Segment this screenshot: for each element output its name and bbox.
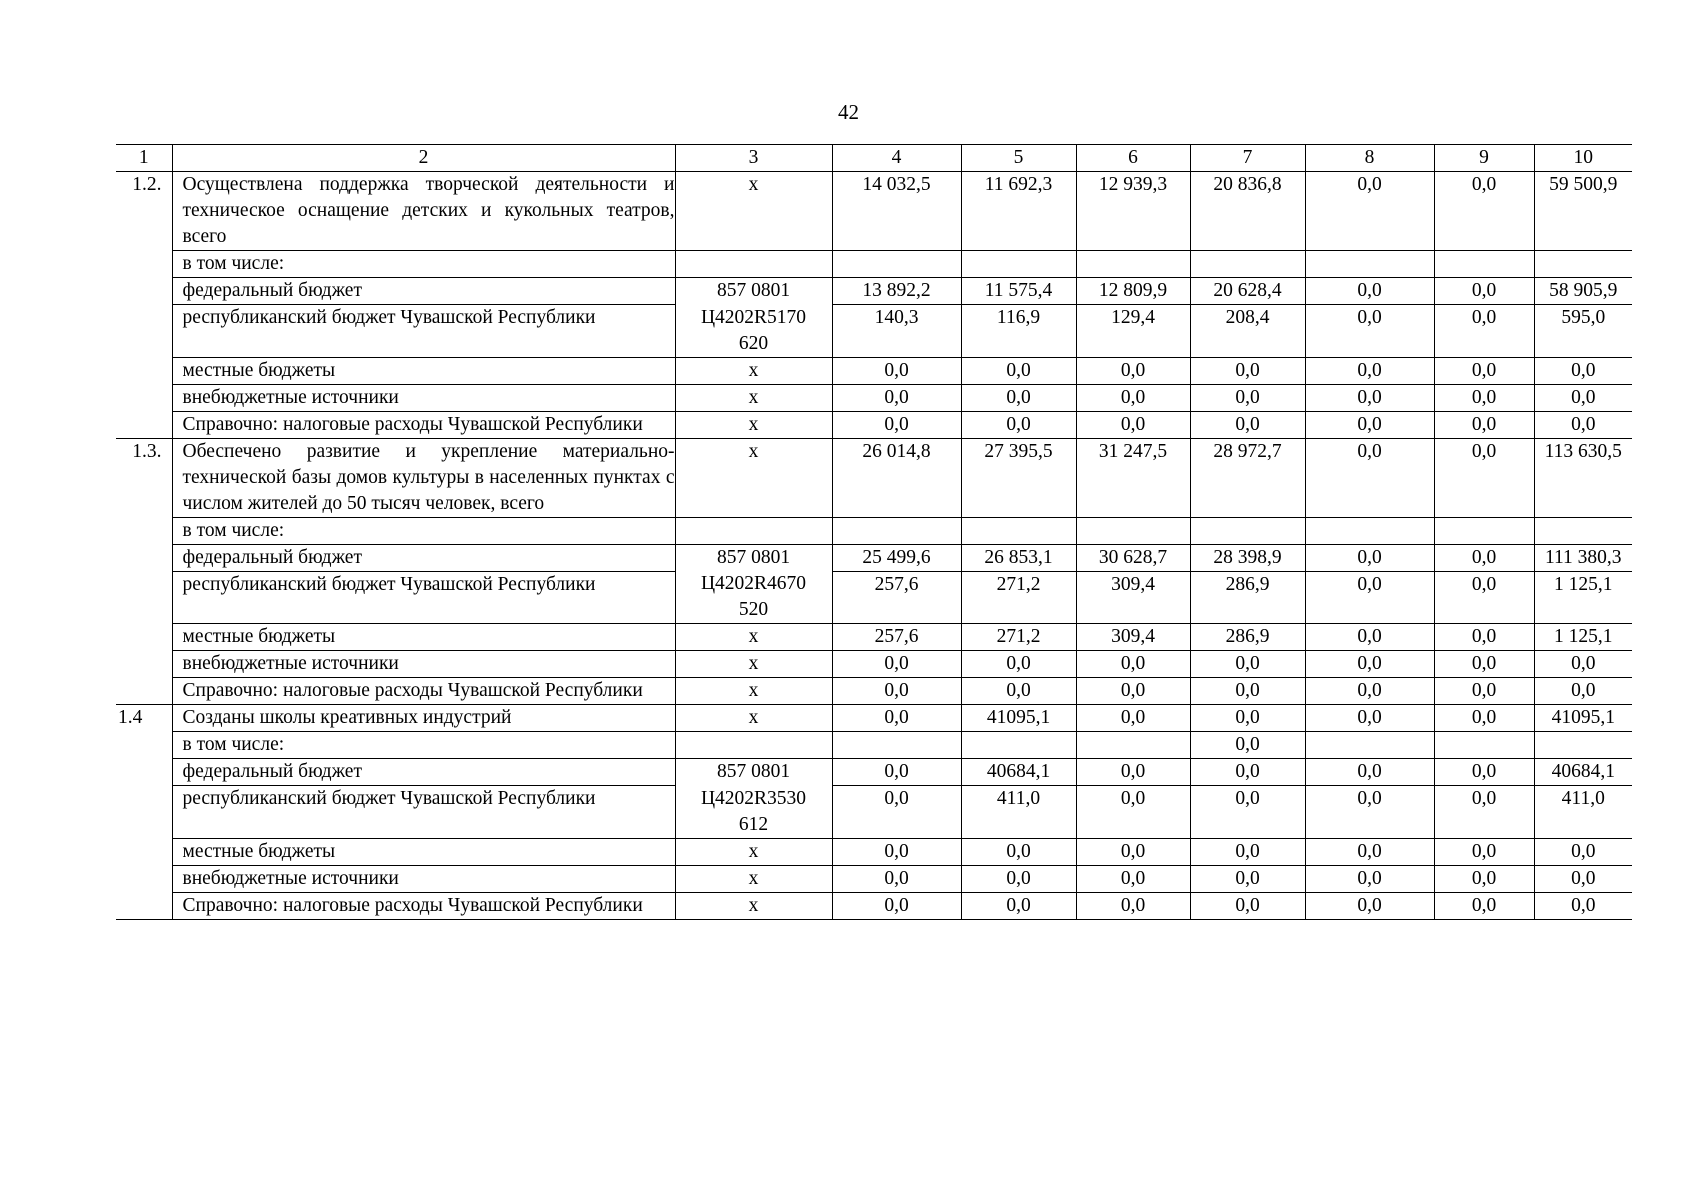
value-cell: 0,0 <box>1305 651 1434 678</box>
description-cell: внебюджетные источники <box>172 865 675 892</box>
budget-code-line: 620 <box>738 332 769 354</box>
item-number-cell <box>116 411 172 438</box>
value-cell: 0,0 <box>1076 357 1190 384</box>
value-cell: 0,0 <box>1305 544 1434 571</box>
budget-table <box>116 144 1632 920</box>
description-cell: федеральный бюджет <box>172 544 675 571</box>
header-cell: 5 <box>961 145 1076 172</box>
value-cell <box>1534 251 1632 278</box>
value-cell <box>1190 251 1305 278</box>
value-cell: 0,0 <box>1434 357 1534 384</box>
value-cell: 0,0 <box>1076 838 1190 865</box>
value-cell: 0,0 <box>1305 678 1434 705</box>
value-cell <box>1434 251 1534 278</box>
value-cell: 12 809,9 <box>1076 278 1190 305</box>
item-number-cell <box>116 517 172 544</box>
value-cell: 0,0 <box>1434 705 1534 732</box>
budget-code-cell: 857 0801 <box>675 759 832 786</box>
value-cell: 0,0 <box>1305 571 1434 624</box>
description-cell: республиканский бюджет Чувашской Республики <box>172 786 675 839</box>
including-row <box>116 251 1632 278</box>
value-cell: 0,0 <box>1305 759 1434 786</box>
value-cell: 0,0 <box>1434 759 1534 786</box>
value-cell <box>1305 251 1434 278</box>
value-cell: 1 125,1 <box>1534 624 1632 651</box>
value-cell: 0,0 <box>1434 678 1534 705</box>
value-cell: 0,0 <box>1190 759 1305 786</box>
value-cell: 26 853,1 <box>961 544 1076 571</box>
budget-code-cell: x <box>675 678 832 705</box>
value-cell: 0,0 <box>961 892 1076 919</box>
value-cell: 40684,1 <box>961 759 1076 786</box>
value-cell: 0,0 <box>1434 305 1534 358</box>
value-cell <box>832 251 961 278</box>
item-number-cell <box>116 678 172 705</box>
description-cell: республиканский бюджет Чувашской Республики <box>172 305 675 358</box>
value-cell: 0,0 <box>832 786 961 839</box>
value-cell: 271,2 <box>961 571 1076 624</box>
value-cell: 59 500,9 <box>1534 172 1632 251</box>
item-number-cell: 1.3. <box>116 438 172 517</box>
value-cell: 0,0 <box>832 705 961 732</box>
description-cell: федеральный бюджет <box>172 759 675 786</box>
value-cell: 0,0 <box>1534 651 1632 678</box>
value-cell: 0,0 <box>1190 678 1305 705</box>
value-cell: 0,0 <box>1534 838 1632 865</box>
value-cell: 0,0 <box>1305 865 1434 892</box>
budget-code-cell <box>675 732 832 759</box>
value-cell: 0,0 <box>1305 786 1434 839</box>
item-number-cell <box>116 651 172 678</box>
value-cell <box>1076 732 1190 759</box>
federal-budget-row <box>116 544 1632 571</box>
value-cell: 0,0 <box>961 651 1076 678</box>
value-cell: 113 630,5 <box>1534 438 1632 517</box>
budget-code-cell <box>675 251 832 278</box>
value-cell: 116,9 <box>961 305 1076 358</box>
value-cell: 0,0 <box>1434 278 1534 305</box>
value-cell: 0,0 <box>1076 384 1190 411</box>
header-cell: 6 <box>1076 145 1190 172</box>
value-cell: 0,0 <box>1190 357 1305 384</box>
value-cell: 0,0 <box>1190 786 1305 839</box>
value-cell: 129,4 <box>1076 305 1190 358</box>
value-cell: 0,0 <box>1434 624 1534 651</box>
header-cell: 9 <box>1434 145 1534 172</box>
value-cell <box>832 517 961 544</box>
item-number-cell: 1.4 <box>116 705 172 732</box>
value-cell: 411,0 <box>961 786 1076 839</box>
value-cell: 0,0 <box>1076 892 1190 919</box>
table-header-row <box>116 145 1632 172</box>
value-cell: 28 398,9 <box>1190 544 1305 571</box>
value-cell: 41095,1 <box>1534 705 1632 732</box>
extra-budget-row <box>116 865 1632 892</box>
budget-code-line: 520 <box>738 599 769 620</box>
value-cell: 257,6 <box>832 571 961 624</box>
value-cell: 0,0 <box>1076 678 1190 705</box>
value-cell: 0,0 <box>1434 892 1534 919</box>
value-cell: 286,9 <box>1190 571 1305 624</box>
value-cell: 0,0 <box>832 759 961 786</box>
value-cell: 0,0 <box>1190 411 1305 438</box>
value-cell: 0,0 <box>1190 865 1305 892</box>
header-cell: 4 <box>832 145 961 172</box>
description-cell: республиканский бюджет Чувашской Республики <box>172 571 675 624</box>
value-cell: 0,0 <box>1076 865 1190 892</box>
value-cell: 0,0 <box>1534 865 1632 892</box>
value-cell <box>1305 517 1434 544</box>
value-cell: 31 247,5 <box>1076 438 1190 517</box>
value-cell: 13 892,2 <box>832 278 961 305</box>
value-cell: 309,4 <box>1076 571 1190 624</box>
value-cell <box>961 517 1076 544</box>
value-cell: 0,0 <box>961 838 1076 865</box>
budget-code-cell: 857 0801 <box>675 544 832 571</box>
value-cell: 58 905,9 <box>1534 278 1632 305</box>
description-cell: Обеспечено развитие и укрепление материально-технической базы домов культуры в населенных пунктах с числом жителей до 50 тысяч человек, всего <box>172 438 675 517</box>
description-cell: в том числе: <box>172 732 675 759</box>
including-row <box>116 517 1632 544</box>
description-cell: Созданы школы креативных индустрий <box>172 705 675 732</box>
value-cell: 595,0 <box>1534 305 1632 358</box>
value-cell: 0,0 <box>1190 892 1305 919</box>
item-number-cell <box>116 544 172 571</box>
block-title-row <box>116 705 1632 732</box>
value-cell: 0,0 <box>961 865 1076 892</box>
value-cell: 26 014,8 <box>832 438 961 517</box>
value-cell: 0,0 <box>1534 411 1632 438</box>
value-cell: 40684,1 <box>1534 759 1632 786</box>
value-cell: 0,0 <box>961 384 1076 411</box>
value-cell: 0,0 <box>1434 544 1534 571</box>
item-number-cell <box>116 278 172 305</box>
budget-code-cell <box>675 571 832 624</box>
value-cell: 0,0 <box>1076 759 1190 786</box>
value-cell: 0,0 <box>1305 838 1434 865</box>
value-cell: 0,0 <box>1305 278 1434 305</box>
table-body <box>116 145 1632 920</box>
value-cell: 0,0 <box>1305 384 1434 411</box>
value-cell: 0,0 <box>832 838 961 865</box>
budget-code-cell: x <box>675 624 832 651</box>
value-cell: 0,0 <box>961 357 1076 384</box>
value-cell: 0,0 <box>832 357 961 384</box>
budget-code-cell: x <box>675 438 832 517</box>
value-cell: 0,0 <box>832 678 961 705</box>
value-cell: 286,9 <box>1190 624 1305 651</box>
including-row <box>116 732 1632 759</box>
value-cell <box>1190 517 1305 544</box>
value-cell <box>961 732 1076 759</box>
budget-code-cell <box>675 305 832 358</box>
value-cell: 25 499,6 <box>832 544 961 571</box>
local-budget-row <box>116 357 1632 384</box>
tax-expenses-row <box>116 892 1632 919</box>
extra-budget-row <box>116 651 1632 678</box>
republic-budget-row <box>116 305 1632 358</box>
header-cell: 2 <box>172 145 675 172</box>
budget-code-cell <box>675 517 832 544</box>
value-cell: 1 125,1 <box>1534 571 1632 624</box>
budget-code-line: Ц4202R3530 <box>700 787 807 809</box>
budget-code-cell: x <box>675 705 832 732</box>
block-title-row <box>116 438 1632 517</box>
value-cell: 140,3 <box>832 305 961 358</box>
value-cell: 0,0 <box>1434 172 1534 251</box>
value-cell: 0,0 <box>1534 357 1632 384</box>
value-cell: 11 575,4 <box>961 278 1076 305</box>
local-budget-row <box>116 624 1632 651</box>
value-cell: 27 395,5 <box>961 438 1076 517</box>
value-cell: 0,0 <box>961 411 1076 438</box>
description-cell: Справочно: налоговые расходы Чувашской Республики <box>172 892 675 919</box>
header-cell: 7 <box>1190 145 1305 172</box>
item-number-cell <box>116 892 172 919</box>
item-number-cell <box>116 305 172 358</box>
budget-code-cell: x <box>675 357 832 384</box>
budget-code-cell: x <box>675 411 832 438</box>
budget-code-cell: x <box>675 865 832 892</box>
value-cell: 0,0 <box>1076 705 1190 732</box>
budget-code-cell: x <box>675 172 832 251</box>
budget-code-line: Ц4202R4670 <box>700 573 807 594</box>
header-cell: 1 <box>116 145 172 172</box>
value-cell: 0,0 <box>1434 411 1534 438</box>
value-cell: 0,0 <box>832 411 961 438</box>
block-title-row <box>116 172 1632 251</box>
value-cell: 0,0 <box>1305 705 1434 732</box>
republic-budget-row <box>116 786 1632 839</box>
description-cell: внебюджетные источники <box>172 384 675 411</box>
item-number-cell: 1.2. <box>116 172 172 251</box>
budget-code-cell <box>675 786 832 839</box>
budget-code-cell: x <box>675 838 832 865</box>
value-cell: 0,0 <box>832 892 961 919</box>
value-cell: 271,2 <box>961 624 1076 651</box>
budget-code-cell: x <box>675 651 832 678</box>
value-cell: 0,0 <box>1190 838 1305 865</box>
value-cell: 0,0 <box>1534 678 1632 705</box>
item-number-cell <box>116 571 172 624</box>
description-cell: Справочно: налоговые расходы Чувашской Республики <box>172 678 675 705</box>
value-cell: 309,4 <box>1076 624 1190 651</box>
budget-code-cell: x <box>675 384 832 411</box>
header-cell: 10 <box>1534 145 1632 172</box>
value-cell <box>1534 517 1632 544</box>
item-number-cell <box>116 786 172 839</box>
value-cell: 11 692,3 <box>961 172 1076 251</box>
description-cell: Осуществлена поддержка творческой деятельности и техническое оснащение детских и кукольных театров, всего <box>172 172 675 251</box>
value-cell: 0,0 <box>1434 438 1534 517</box>
value-cell <box>961 251 1076 278</box>
description-cell: местные бюджеты <box>172 624 675 651</box>
value-cell: 0,0 <box>1434 865 1534 892</box>
value-cell: 0,0 <box>1190 384 1305 411</box>
tax-expenses-row <box>116 411 1632 438</box>
value-cell: 111 380,3 <box>1534 544 1632 571</box>
value-cell: 12 939,3 <box>1076 172 1190 251</box>
item-number-cell <box>116 384 172 411</box>
item-number-cell <box>116 357 172 384</box>
value-cell: 0,0 <box>1305 438 1434 517</box>
value-cell: 0,0 <box>1190 651 1305 678</box>
description-cell: в том числе: <box>172 517 675 544</box>
item-number-cell <box>116 838 172 865</box>
federal-budget-row <box>116 278 1632 305</box>
extra-budget-row <box>116 384 1632 411</box>
value-cell: 0,0 <box>1434 384 1534 411</box>
budget-code-cell: x <box>675 892 832 919</box>
budget-code-line: Ц4202R5170 <box>700 306 807 328</box>
value-cell: 0,0 <box>1305 624 1434 651</box>
value-cell: 0,0 <box>1434 786 1534 839</box>
header-cell: 3 <box>675 145 832 172</box>
value-cell: 0,0 <box>832 384 961 411</box>
description-cell: внебюджетные источники <box>172 651 675 678</box>
item-number-cell <box>116 732 172 759</box>
value-cell: 0,0 <box>1434 571 1534 624</box>
value-cell: 0,0 <box>961 678 1076 705</box>
republic-budget-row <box>116 571 1632 624</box>
value-cell <box>1076 517 1190 544</box>
value-cell: 0,0 <box>1534 892 1632 919</box>
value-cell: 0,0 <box>1305 357 1434 384</box>
value-cell: 0,0 <box>1190 705 1305 732</box>
value-cell: 0,0 <box>1305 411 1434 438</box>
value-cell <box>1305 732 1434 759</box>
value-cell: 28 972,7 <box>1190 438 1305 517</box>
item-number-cell <box>116 251 172 278</box>
description-cell: федеральный бюджет <box>172 278 675 305</box>
item-number-cell <box>116 759 172 786</box>
value-cell: 0,0 <box>1434 838 1534 865</box>
description-cell: местные бюджеты <box>172 838 675 865</box>
description-cell: Справочно: налоговые расходы Чувашской Республики <box>172 411 675 438</box>
value-cell: 0,0 <box>1434 651 1534 678</box>
local-budget-row <box>116 838 1632 865</box>
value-cell: 208,4 <box>1190 305 1305 358</box>
federal-budget-row <box>116 759 1632 786</box>
header-cell: 8 <box>1305 145 1434 172</box>
value-cell: 20 836,8 <box>1190 172 1305 251</box>
item-number-cell <box>116 865 172 892</box>
value-cell <box>832 732 961 759</box>
value-cell: 0,0 <box>1076 651 1190 678</box>
value-cell: 0,0 <box>1190 732 1305 759</box>
budget-code-line: 612 <box>738 813 769 835</box>
value-cell: 0,0 <box>1305 172 1434 251</box>
page-number: 42 <box>838 100 859 124</box>
description-cell: местные бюджеты <box>172 357 675 384</box>
description-cell: в том числе: <box>172 251 675 278</box>
value-cell: 41095,1 <box>961 705 1076 732</box>
value-cell: 411,0 <box>1534 786 1632 839</box>
value-cell: 0,0 <box>1534 384 1632 411</box>
value-cell: 257,6 <box>832 624 961 651</box>
budget-code-cell: 857 0801 <box>675 278 832 305</box>
value-cell: 0,0 <box>1305 305 1434 358</box>
value-cell: 14 032,5 <box>832 172 961 251</box>
item-number-cell <box>116 624 172 651</box>
value-cell: 0,0 <box>832 651 961 678</box>
tax-expenses-row <box>116 678 1632 705</box>
value-cell <box>1534 732 1632 759</box>
value-cell <box>1076 251 1190 278</box>
value-cell: 0,0 <box>1076 786 1190 839</box>
value-cell: 20 628,4 <box>1190 278 1305 305</box>
value-cell: 0,0 <box>832 865 961 892</box>
value-cell <box>1434 732 1534 759</box>
value-cell <box>1434 517 1534 544</box>
value-cell: 0,0 <box>1076 411 1190 438</box>
value-cell: 30 628,7 <box>1076 544 1190 571</box>
value-cell: 0,0 <box>1305 892 1434 919</box>
